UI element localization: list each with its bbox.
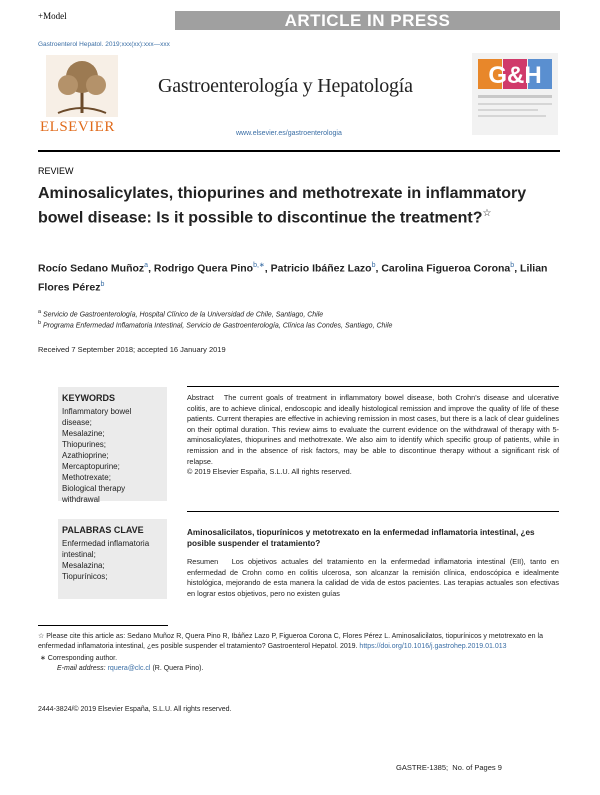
- elsevier-logo: [38, 53, 126, 137]
- email-link[interactable]: rquera@clc.cl: [107, 664, 151, 672]
- author-name: Rocío Sedano Muñoz: [38, 262, 145, 275]
- footer-code: [396, 763, 502, 772]
- author-affiliation-mark[interactable]: b,∗: [253, 262, 265, 269]
- journal-cover-icon: [472, 53, 558, 135]
- masthead: [38, 53, 560, 137]
- affiliation-mark: b: [38, 320, 42, 326]
- journal-cover-image: [472, 53, 558, 135]
- masthead-rule: [38, 150, 560, 152]
- corresponding-mark: ∗: [39, 655, 46, 662]
- article-in-press-banner: ARTICLE IN PRESS: [175, 11, 560, 30]
- resumen-title: Aminosalicilatos, tiopurínicos y metotrexato en la enfermedad inflamatoria intestinal, ¿es posible suspender el tratamiento?: [187, 528, 535, 548]
- keywords-heading: KEYWORDS: [62, 393, 116, 403]
- journal-citation: Gastroenterol Hepatol. 2019;xxx(xx):xxx—xxx: [38, 41, 170, 48]
- page-count: No. of Pages 9: [452, 763, 502, 772]
- author-separator: ,: [148, 262, 154, 275]
- keyword-item: Tiopurínicos;: [62, 572, 108, 581]
- keyword-item: Biological therapy withdrawal: [62, 484, 126, 504]
- article-title-text: Aminosalicylates, thiopurines and methotrexate in inflammatory bowel disease: Is it possible to discontinue the treatment?: [38, 185, 527, 227]
- author-name: Rodrigo Quera Pino: [153, 262, 254, 275]
- keyword-item: Mesalazina;: [62, 561, 105, 570]
- received-dates: Received 7 September 2018; accepted 16 January 2019: [38, 345, 226, 354]
- publisher-name: ELSEVIER: [40, 119, 115, 135]
- keyword-item: Methotrexate;: [62, 473, 111, 482]
- article-title: [38, 184, 558, 228]
- author-name: Lilian Flores Pérez: [38, 262, 548, 293]
- author-affiliation-mark[interactable]: b: [371, 262, 376, 269]
- resumen-label: Resumen: [187, 557, 219, 566]
- author-separator: ,: [264, 262, 271, 275]
- model-label: +Model: [38, 11, 67, 21]
- author-affiliation-mark[interactable]: b: [100, 280, 105, 288]
- keyword-item: Inflammatory bowel disease;: [62, 407, 132, 427]
- author-list: [38, 258, 558, 295]
- email-note: [38, 664, 558, 674]
- keyword-item: Mercaptopurine;: [62, 462, 120, 471]
- affiliation-text: Programa Enfermedad Inflamatoria Intestinal, Servicio de Gastroenterología, Clínica las Condes, Santiago, Chile: [43, 322, 393, 330]
- citation-footnote-text: Please cite this article as: Sedano Muñoz R, Quera Pino R, Ibáñez Lazo P, Figueroa Corona C, Flores Pérez L. Aminosalicilatos, tiopurínicos y metotrexato en la enfermedad inflamatoria intestinal, ¿es posible suspender el tratamiento? Gastroenterol Hepatol. 2019.: [38, 633, 543, 650]
- abstract: [187, 393, 559, 478]
- doi-link[interactable]: https://doi.org/10.1016/j.gastrohep.2019.01.013: [359, 642, 507, 650]
- resumen: [187, 557, 559, 599]
- corresponding-text: Corresponding author.: [47, 655, 118, 662]
- email-owner: (R. Quera Pino).: [152, 664, 204, 672]
- author-affiliation-mark[interactable]: b: [510, 262, 515, 269]
- citation-footnote: [38, 632, 558, 651]
- keywords-box: [58, 387, 167, 504]
- author-name: Patricio Ibáñez Lazo: [270, 262, 372, 275]
- journal-url-link[interactable]: www.elsevier.es/gastroenterologia: [236, 130, 342, 137]
- abstract-copyright: © 2019 Elsevier España, S.L.U. All rights reserved.: [187, 467, 352, 477]
- resumen-text: Los objetivos actuales del tratamiento en la enfermedad inflamatoria intestinal (EII), tanto en enfermedad de Crohn como en colitis ulcerosa, son alcanzar la remisión clínica, endoscópica e idealmente histológica, mejorando de esta manera la calidad de vida de estos pacientes. Las terapias actuales son efectivas en lograr estos objetivos, pero no existen guías: [187, 557, 559, 598]
- author-separator: ,: [375, 262, 382, 275]
- journal-title: Gastroenterología y Hepatología: [158, 75, 413, 97]
- corresponding-author-note: [38, 654, 558, 664]
- palabras-clave-heading: PALABRAS CLAVE: [62, 525, 144, 535]
- keyword-item: Mesalazine;: [62, 429, 105, 438]
- affiliation-b: [38, 320, 558, 329]
- footnotes: [38, 632, 558, 673]
- keyword-item: Azathioprine;: [62, 451, 109, 460]
- footnote-rule: [38, 625, 168, 626]
- cover-logo-text: G&H: [488, 62, 542, 89]
- author-affiliation-mark[interactable]: a: [144, 262, 149, 269]
- author-separator: ,: [514, 262, 521, 275]
- keyword-item: Thiopurines;: [62, 440, 107, 449]
- affiliation-a: [38, 309, 558, 318]
- manuscript-code: GASTRE-1385;: [396, 763, 449, 772]
- email-label: E-mail address:: [57, 664, 106, 672]
- citation-footnote-mark: ☆: [38, 633, 45, 640]
- affiliation-mark: a: [38, 309, 42, 315]
- keyword-item: Enfermedad inflamatoria intestinal;: [62, 539, 150, 559]
- issn-copyright: 2444-3824/© 2019 Elsevier España, S.L.U. All rights reserved.: [38, 706, 232, 713]
- abstract-rule-bottom: [187, 511, 559, 512]
- affiliation-text: Servicio de Gastroenterología, Hospital Clínico de la Universidad de Chile, Santiago, Chile: [43, 311, 324, 319]
- section-label: REVIEW: [38, 166, 74, 176]
- palabras-clave-box: [58, 519, 167, 599]
- abstract-label: Abstract: [187, 393, 214, 402]
- abstract-rule-top: [187, 386, 559, 387]
- author-name: Carolina Figueroa Corona: [381, 262, 511, 275]
- abstract-text: The current goals of treatment in inflammatory bowel disease, both Crohn's disease and ulcerative colitis, are to achieve clinical, endoscopic and ideally histological remission and improve the quality of life of these patients. Current therapies are effective in achieving remission in most cases, but there is a lack of clear guidelines on their optimal duration. This review aims to evaluate the current evidence on the withdrawal of therapy with 5-aminosalicylates, thiopurines and methotrexate. We also aim to identify which specific group of patients, while in remission and in the absence of risk factors, may be able to discontinue therapy without a significant risk of relapse.: [187, 393, 559, 466]
- title-footnote-mark[interactable]: ☆: [482, 208, 492, 219]
